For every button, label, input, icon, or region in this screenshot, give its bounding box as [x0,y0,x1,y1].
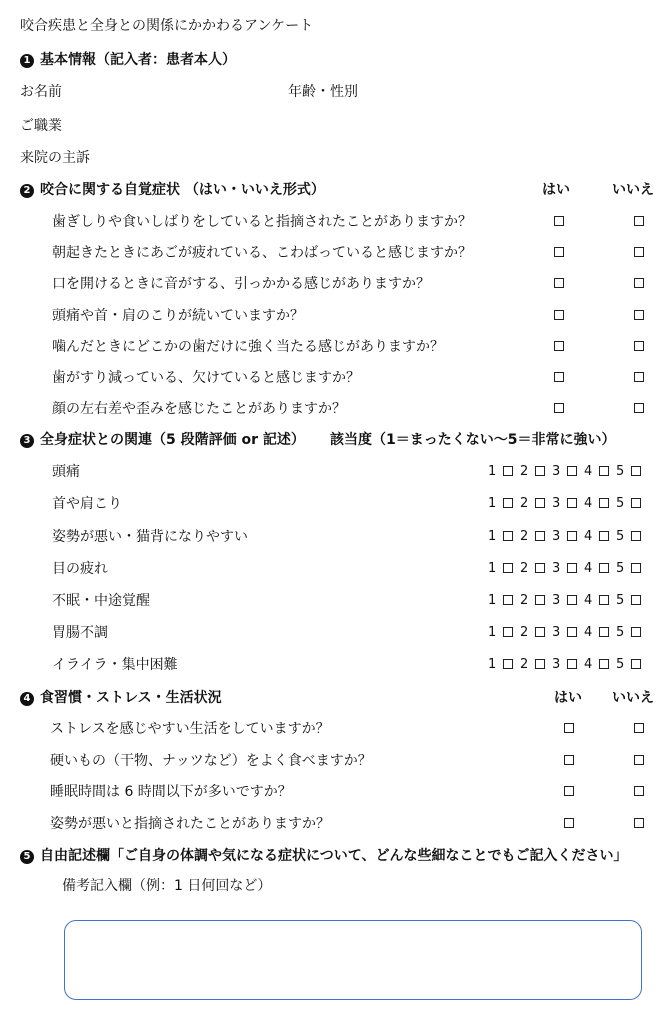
section3-title-wrap [20,430,305,450]
s2-question-text: 噛んだときにどこかの歯だけに強く当たる感じがありますか？ [52,339,444,355]
rating-3-checkbox[interactable] [567,627,577,637]
s3-item-row [0,462,668,482]
scale-number: 5 [616,464,625,479]
scale-number: 1 [488,657,497,672]
s2-question-row [0,368,668,388]
memo-label-row [0,876,668,896]
s2-yes-checkbox[interactable] [554,278,564,288]
s2-question-row [0,337,668,357]
section1-title: 基本情報（記入者：患者本人） [40,52,236,68]
s2-question-text: 歯がすり減っている、欠けていると感じますか？ [52,370,360,386]
section2-title-wrap [20,180,325,200]
age-sex-label: 年齢・性別 [288,84,358,100]
scale-number: 1 [488,529,497,544]
rating-5-checkbox[interactable] [631,659,641,669]
rating-5-checkbox[interactable] [631,563,641,573]
free-text-field[interactable] [64,920,642,1000]
section2-header [0,180,668,200]
s4-question-row [0,782,668,802]
s2-yes-checkbox[interactable] [554,310,564,320]
rating-2-checkbox[interactable] [535,595,545,605]
s2-no-checkbox[interactable] [634,341,644,351]
page-title: 咬合疾患と全身との関係にかかわるアンケート [20,18,314,34]
rating-2-checkbox[interactable] [535,563,545,573]
scale-number: 3 [552,464,561,479]
section4-header [0,688,668,708]
s3-item-text: 首や肩こり [52,496,122,512]
scale-number: 4 [584,464,593,479]
rating-1-checkbox[interactable] [503,563,513,573]
s4-question-text: ストレスを感じやすい生活をしていますか？ [50,721,330,737]
s2-question-row [0,274,668,294]
scale-number: 4 [584,561,593,576]
s2-question-text: 顔の左右差や歪みを感じたことがありますか？ [52,401,346,417]
scale-number: 5 [616,625,625,640]
scale-number: 4 [584,529,593,544]
section3-scale-note: 該当度（1＝まったくない～5＝非常に強い） [330,432,616,448]
s3-item-text: 目の疲れ [52,561,108,577]
rating-4-checkbox[interactable] [599,627,609,637]
s2-question-text: 頭痛や首・肩のこりが続いていますか？ [52,308,304,324]
s4-no-checkbox[interactable] [634,723,644,733]
s4-yes-checkbox[interactable] [564,723,574,733]
s2-yes-checkbox[interactable] [554,247,564,257]
s2-question-row [0,212,668,232]
rating-5-checkbox[interactable] [631,531,641,541]
rating-1-checkbox[interactable] [503,531,513,541]
scale-number: 1 [488,625,497,640]
rating-4-checkbox[interactable] [599,498,609,508]
scale-number: 5 [616,496,625,511]
section5-number-icon: 5 [20,850,34,864]
scale-number: 3 [552,561,561,576]
rating-3-checkbox[interactable] [567,498,577,508]
scale-number: 4 [584,657,593,672]
s3-item-row [0,591,668,611]
section3-number-icon: 3 [20,434,34,448]
rating-3-checkbox[interactable] [567,466,577,476]
memo-label: 備考記入欄（例：1 日何回など） [62,878,272,894]
scale-number: 3 [552,529,561,544]
section4-title-wrap [20,688,222,708]
rating-4-checkbox[interactable] [599,563,609,573]
scale-number: 2 [520,625,529,640]
s4-question-row [0,719,668,739]
scale-number: 3 [552,593,561,608]
s2-yes-checkbox[interactable] [554,372,564,382]
s3-item-row [0,527,668,547]
rating-2-checkbox[interactable] [535,498,545,508]
rating-1-checkbox[interactable] [503,498,513,508]
section4-yes-header: はい [554,690,582,706]
rating-2-checkbox[interactable] [535,627,545,637]
rating-2-checkbox[interactable] [535,466,545,476]
scale-number: 1 [488,561,497,576]
rating-3-checkbox[interactable] [567,563,577,573]
section5-title-wrap [20,846,627,866]
rating-4-checkbox[interactable] [599,466,609,476]
s2-no-checkbox[interactable] [634,372,644,382]
s2-question-text: 口を開けるときに音がする、引っかかる感じがありますか？ [52,276,430,292]
rating-2-checkbox[interactable] [535,659,545,669]
section1-number-icon: 1 [20,54,34,68]
rating-5-checkbox[interactable] [631,595,641,605]
rating-3-checkbox[interactable] [567,531,577,541]
s2-yes-checkbox[interactable] [554,216,564,226]
s4-question-row [0,814,668,834]
scale-number: 4 [584,625,593,640]
s3-item-row [0,494,668,514]
rating-3-checkbox[interactable] [567,595,577,605]
s2-yes-checkbox[interactable] [554,341,564,351]
rating-5-checkbox[interactable] [631,466,641,476]
name-label: お名前 [20,84,62,100]
rating-4-checkbox[interactable] [599,595,609,605]
scale-number: 5 [616,529,625,544]
scale-number: 5 [616,593,625,608]
section1-title-wrap [20,50,236,70]
s4-question-row [0,751,668,771]
s4-yes-checkbox[interactable] [564,786,574,796]
scale-number: 2 [520,561,529,576]
rating-5-checkbox[interactable] [631,498,641,508]
s3-item-text: 頭痛 [52,464,80,480]
section4-title: 食習慣・ストレス・生活状況 [40,690,222,706]
s2-no-checkbox[interactable] [634,403,644,413]
s2-no-checkbox[interactable] [634,216,644,226]
scale-number: 2 [520,529,529,544]
section2-no-header: いいえ [612,182,654,198]
occupation-row [0,116,668,136]
scale-number: 2 [520,593,529,608]
s2-question-text: 歯ぎしりや食いしばりをしていると指摘されたことがありますか？ [52,214,472,230]
section2-number-icon: 2 [20,184,34,198]
rating-1-checkbox[interactable] [503,595,513,605]
scale-number: 5 [616,657,625,672]
section5-title: 自由記述欄「ご自身の体調や気になる症状について、どんな些細なことでもご記入ください」 [40,848,628,864]
s4-no-checkbox[interactable] [634,818,644,828]
scale-number: 3 [552,496,561,511]
s4-yes-checkbox[interactable] [564,755,574,765]
s4-question-text: 硬いもの（干物、ナッツなど）をよく食べますか？ [50,753,372,769]
scale-number: 2 [520,496,529,511]
rating-1-checkbox[interactable] [503,466,513,476]
section3-header [0,430,668,450]
s3-item-text: 不眠・中途覚醒 [52,593,150,609]
s4-question-text: 姿勢が悪いと指摘されたことがありますか？ [50,816,330,832]
s2-question-row [0,399,668,419]
section2-title: 咬合に関する自覚症状 （はい・いいえ形式） [40,182,325,198]
s4-yes-checkbox[interactable] [564,818,574,828]
scale-number: 1 [488,464,497,479]
s2-question-row [0,306,668,326]
scale-number: 2 [520,657,529,672]
scale-number: 1 [488,496,497,511]
section1-header [0,50,668,70]
scale-number: 2 [520,464,529,479]
rating-4-checkbox[interactable] [599,659,609,669]
s3-item-text: 姿勢が悪い・猫背になりやすい [52,529,248,545]
complaint-row [0,148,668,168]
section4-no-header: いいえ [612,690,654,706]
s3-item-row [0,559,668,579]
s2-no-checkbox[interactable] [634,247,644,257]
scale-number: 3 [552,625,561,640]
s2-yes-checkbox[interactable] [554,403,564,413]
scale-number: 3 [552,657,561,672]
scale-number: 1 [488,593,497,608]
section4-number-icon: 4 [20,692,34,706]
s3-item-text: イライラ・集中困難 [52,657,178,673]
section2-yes-header: はい [542,182,570,198]
page-title-line [0,16,668,36]
s4-no-checkbox[interactable] [634,786,644,796]
rating-5-checkbox[interactable] [631,627,641,637]
s3-item-row [0,623,668,643]
rating-3-checkbox[interactable] [567,659,577,669]
occupation-label: ご職業 [20,118,62,134]
rating-1-checkbox[interactable] [503,659,513,669]
section5-header [0,846,668,866]
rating-2-checkbox[interactable] [535,531,545,541]
s2-question-row [0,243,668,263]
scale-number: 4 [584,593,593,608]
s2-question-text: 朝起きたときにあごが疲れている、こわばっていると感じますか？ [52,245,472,261]
s2-no-checkbox[interactable] [634,278,644,288]
scale-number: 5 [616,561,625,576]
scale-number: 4 [584,496,593,511]
section3-title: 全身症状との関連（5 段階評価 or 記述） [40,432,305,448]
s2-no-checkbox[interactable] [634,310,644,320]
s4-no-checkbox[interactable] [634,755,644,765]
complaint-label: 来院の主訴 [20,150,90,166]
rating-4-checkbox[interactable] [599,531,609,541]
s4-question-text: 睡眠時間は 6 時間以下が多いですか？ [50,784,292,800]
name-row [0,82,668,102]
s3-item-text: 胃腸不調 [52,625,108,641]
rating-1-checkbox[interactable] [503,627,513,637]
s3-item-row [0,655,668,675]
